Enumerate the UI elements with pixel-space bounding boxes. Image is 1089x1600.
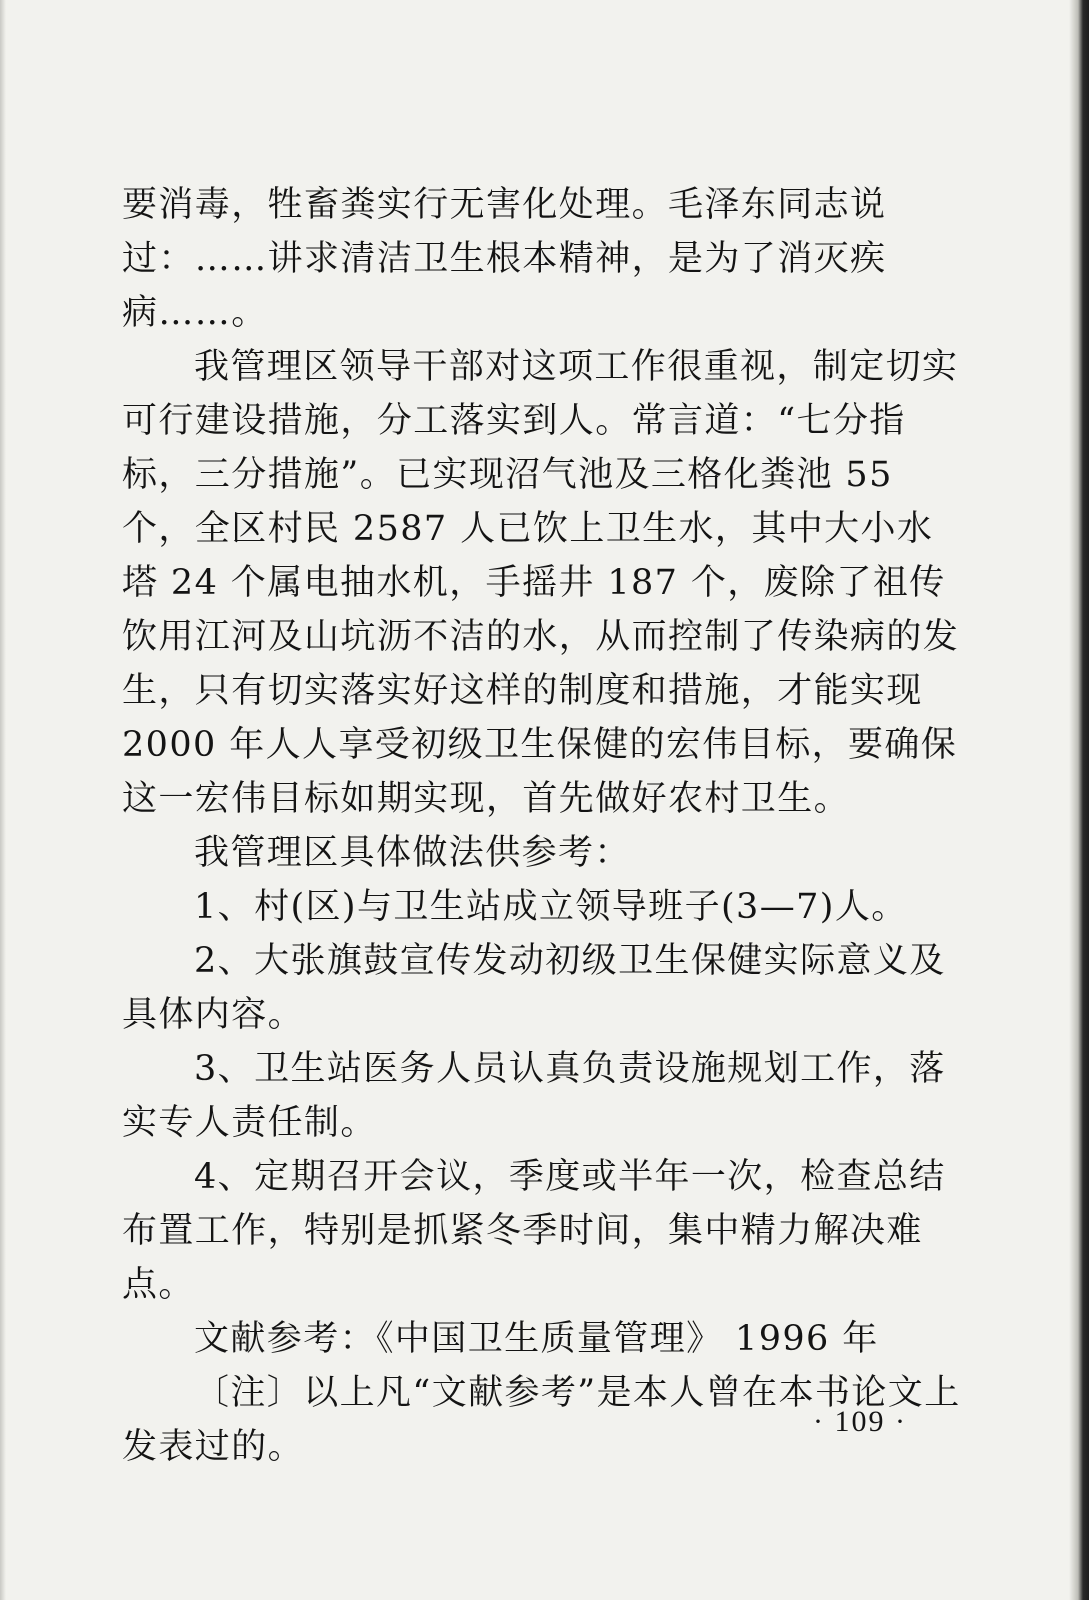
note-line: 〔注〕以上凡“文献参考”是本人曾在本书论文上发表过的。 <box>122 1373 961 1467</box>
paragraph-continuation: 要消毒，牲畜粪实行无害化处理。毛泽东同志说过：……讲求清洁卫生根本精神，是为了消灭疾病……。 <box>122 185 887 333</box>
list-item-3: 3、卫生站医务人员认真负责设施规划工作，落实专人责任制。 <box>122 1049 946 1143</box>
scan-edge-right <box>1069 0 1089 1600</box>
paragraph-management: 我管理区领导干部对这项工作很重视，制定切实可行建设措施，分工落实到人。常言道：“七分指标，三分措施”。已实现沼气池及三格化粪池 55 个，全区村民 2587 人已饮上卫生水，其中大小水塔 24 个属电抽水机，手摇井 187 个，废除了祖传饮用江河及山坑沥不洁的水，从而控制了传染病的发生，只有切实落实好这样的制度和措施，才能实现 2000 年人人享受初级卫生保健的宏伟目标，要确保这一宏伟目标如期实现，首先做好农村卫生。 <box>122 347 960 819</box>
list-item-4: 4、定期召开会议，季度或半年一次，检查总结布置工作，特别是抓紧冬季时间，集中精力解决难点。 <box>122 1157 946 1305</box>
body-text <box>122 178 962 1474</box>
scan-edge-left <box>0 0 6 1600</box>
list-item-1: 1、村(区)与卫生站成立领导班子(3—7)人。 <box>194 887 908 927</box>
paragraph-methods-intro: 我管理区具体做法供参考： <box>194 833 631 873</box>
page-number: · 109 · <box>813 1405 907 1438</box>
reference-line: 文献参考：《中国卫生质量管理》 1996 年 <box>194 1319 879 1359</box>
list-item-2: 2、大张旗鼓宣传发动初级卫生保健实际意义及具体内容。 <box>122 941 946 1035</box>
